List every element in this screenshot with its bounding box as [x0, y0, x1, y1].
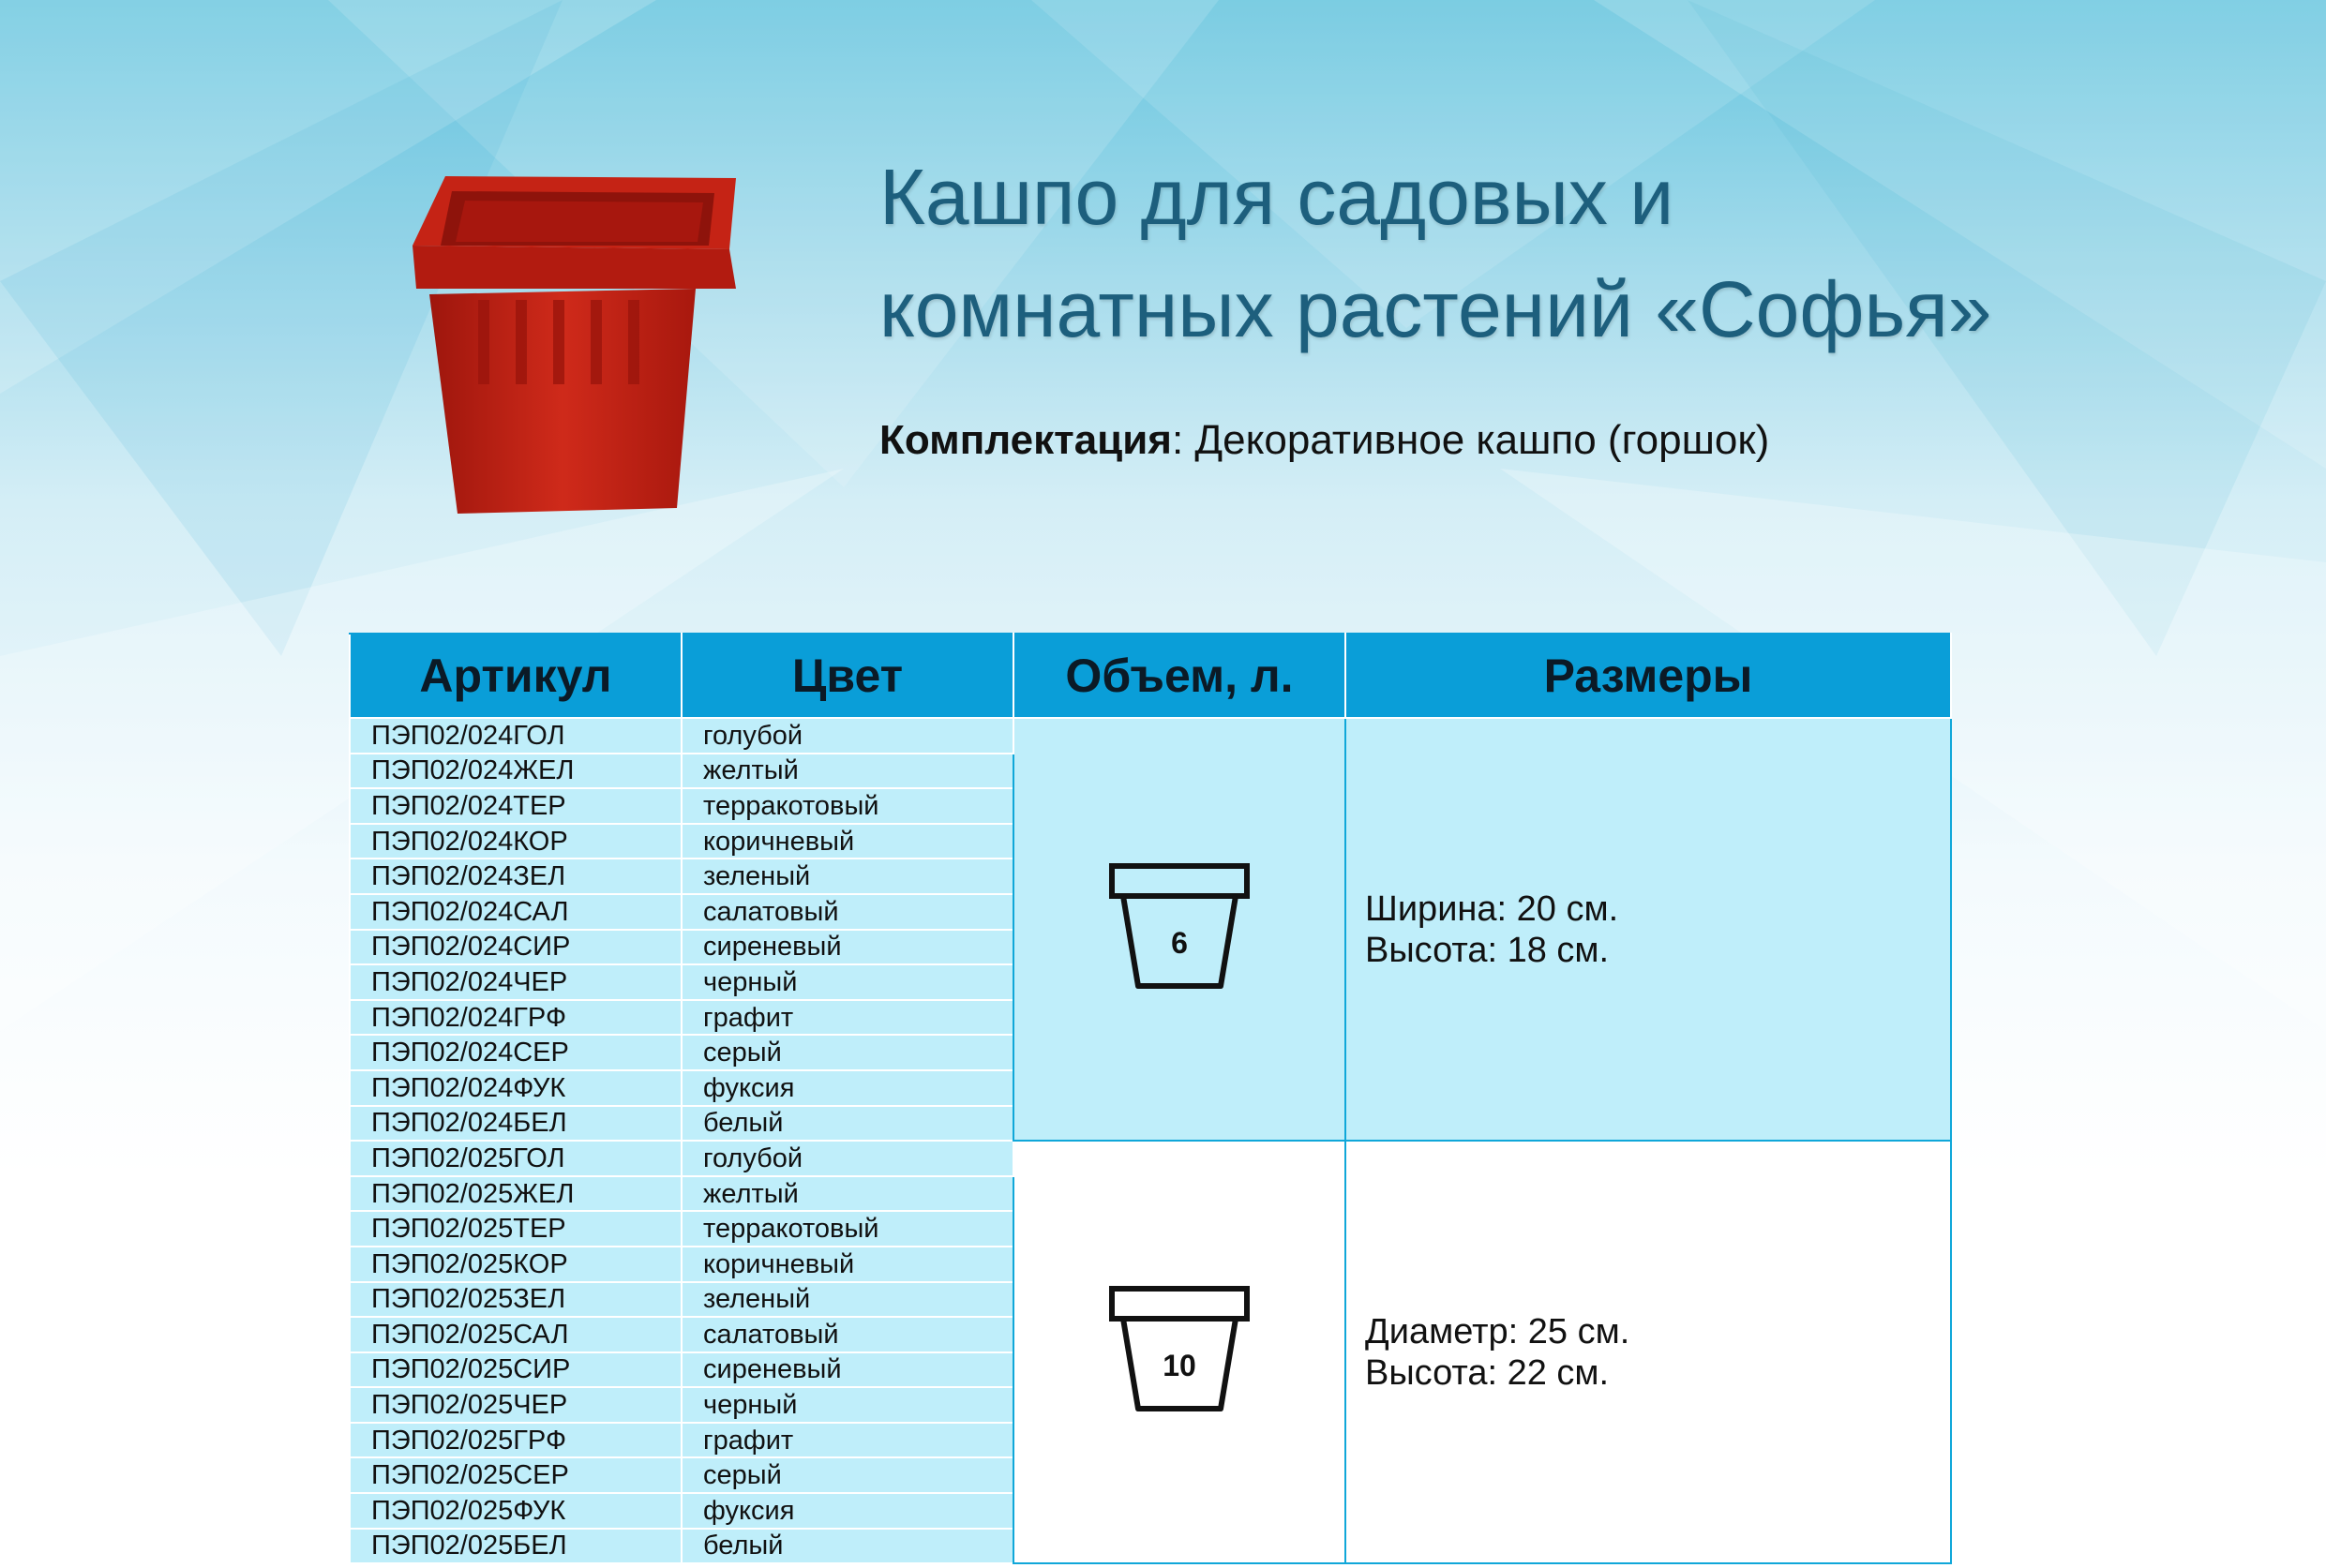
spec-table — [349, 633, 1952, 1564]
volume-cell — [1013, 718, 1345, 1141]
size-line: Высота: 22 см. — [1365, 1352, 1610, 1393]
article-cell: ПЭП02/025СЕР — [350, 1457, 682, 1493]
color-cell: графит — [682, 1000, 1013, 1036]
article-cell: ПЭП02/024СИР — [350, 930, 682, 965]
color-cell: белый — [682, 1106, 1013, 1142]
title-line-1: Кашпо для садовых и — [879, 153, 1674, 241]
size-cell — [1345, 1141, 1951, 1563]
article-cell: ПЭП02/025ЖЕЛ — [350, 1176, 682, 1212]
article-cell: ПЭП02/024ГРФ — [350, 1000, 682, 1036]
color-cell: салатовый — [682, 894, 1013, 930]
color-cell: коричневый — [682, 1247, 1013, 1282]
volume-value: 6 — [1171, 925, 1188, 960]
spec-table-body — [350, 718, 1951, 1563]
article-cell: ПЭП02/024ТЕР — [350, 788, 682, 824]
article-cell: ПЭП02/025ЧЕР — [350, 1387, 682, 1423]
color-cell: графит — [682, 1423, 1013, 1458]
table-header-row — [350, 634, 1951, 718]
article-cell: ПЭП02/024САЛ — [350, 894, 682, 930]
color-cell: голубой — [682, 1141, 1013, 1176]
article-cell: ПЭП02/025КОР — [350, 1247, 682, 1282]
color-cell: терракотовый — [682, 1211, 1013, 1247]
article-cell: ПЭП02/024ЖЕЛ — [350, 754, 682, 789]
article-cell: ПЭП02/024ЧЕР — [350, 964, 682, 1000]
flower-pot-icon — [1104, 857, 1254, 997]
color-cell: черный — [682, 964, 1013, 1000]
article-cell: ПЭП02/024ЗЕЛ — [350, 859, 682, 894]
volume-cell — [1013, 1141, 1345, 1563]
kit-value: : Декоративное кашпо (горшок) — [1171, 417, 1770, 463]
kit-label: Комплектация — [879, 417, 1172, 463]
header-article: Артикул — [350, 634, 682, 718]
color-cell: зеленый — [682, 859, 1013, 894]
article-cell: ПЭП02/025ГОЛ — [350, 1141, 682, 1176]
article-cell: ПЭП02/024СЕР — [350, 1035, 682, 1070]
article-cell: ПЭП02/024ФУК — [350, 1070, 682, 1106]
article-cell: ПЭП02/025САЛ — [350, 1317, 682, 1352]
kit-description — [879, 417, 1769, 464]
article-cell: ПЭП02/025ТЕР — [350, 1211, 682, 1247]
color-cell: салатовый — [682, 1317, 1013, 1352]
header-size: Размеры — [1345, 634, 1951, 718]
color-cell: сиреневый — [682, 1352, 1013, 1388]
color-cell: желтый — [682, 1176, 1013, 1212]
article-cell: ПЭП02/025СИР — [350, 1352, 682, 1388]
size-cell — [1345, 718, 1951, 1141]
title-line-2: комнатных растений «Софья» — [879, 265, 1992, 353]
color-cell: терракотовый — [682, 788, 1013, 824]
color-cell: фуксия — [682, 1070, 1013, 1106]
table-row — [350, 718, 1951, 754]
color-cell: черный — [682, 1387, 1013, 1423]
color-cell: белый — [682, 1529, 1013, 1564]
color-cell: коричневый — [682, 824, 1013, 859]
color-cell: голубой — [682, 718, 1013, 754]
article-cell: ПЭП02/025БЕЛ — [350, 1529, 682, 1564]
size-line: Диаметр: 25 см. — [1365, 1311, 1630, 1351]
table-row — [350, 1141, 1951, 1176]
product-photo — [375, 159, 750, 534]
header-color: Цвет — [682, 634, 1013, 718]
article-cell: ПЭП02/024БЕЛ — [350, 1106, 682, 1142]
color-cell: желтый — [682, 754, 1013, 789]
page-title — [879, 141, 2098, 366]
article-cell: ПЭП02/024КОР — [350, 824, 682, 859]
flower-pot-icon — [1104, 1279, 1254, 1420]
article-cell: ПЭП02/025ЗЕЛ — [350, 1282, 682, 1318]
article-cell: ПЭП02/024ГОЛ — [350, 718, 682, 754]
article-cell: ПЭП02/025ФУК — [350, 1493, 682, 1529]
size-line: Ширина: 20 см. — [1365, 889, 1619, 929]
color-cell: серый — [682, 1457, 1013, 1493]
volume-value: 10 — [1163, 1348, 1196, 1382]
color-cell: серый — [682, 1035, 1013, 1070]
article-cell: ПЭП02/025ГРФ — [350, 1423, 682, 1458]
color-cell: фуксия — [682, 1493, 1013, 1529]
size-line: Высота: 18 см. — [1365, 930, 1610, 970]
color-cell: зеленый — [682, 1282, 1013, 1318]
header-volume: Объем, л. — [1013, 634, 1345, 718]
color-cell: сиреневый — [682, 930, 1013, 965]
